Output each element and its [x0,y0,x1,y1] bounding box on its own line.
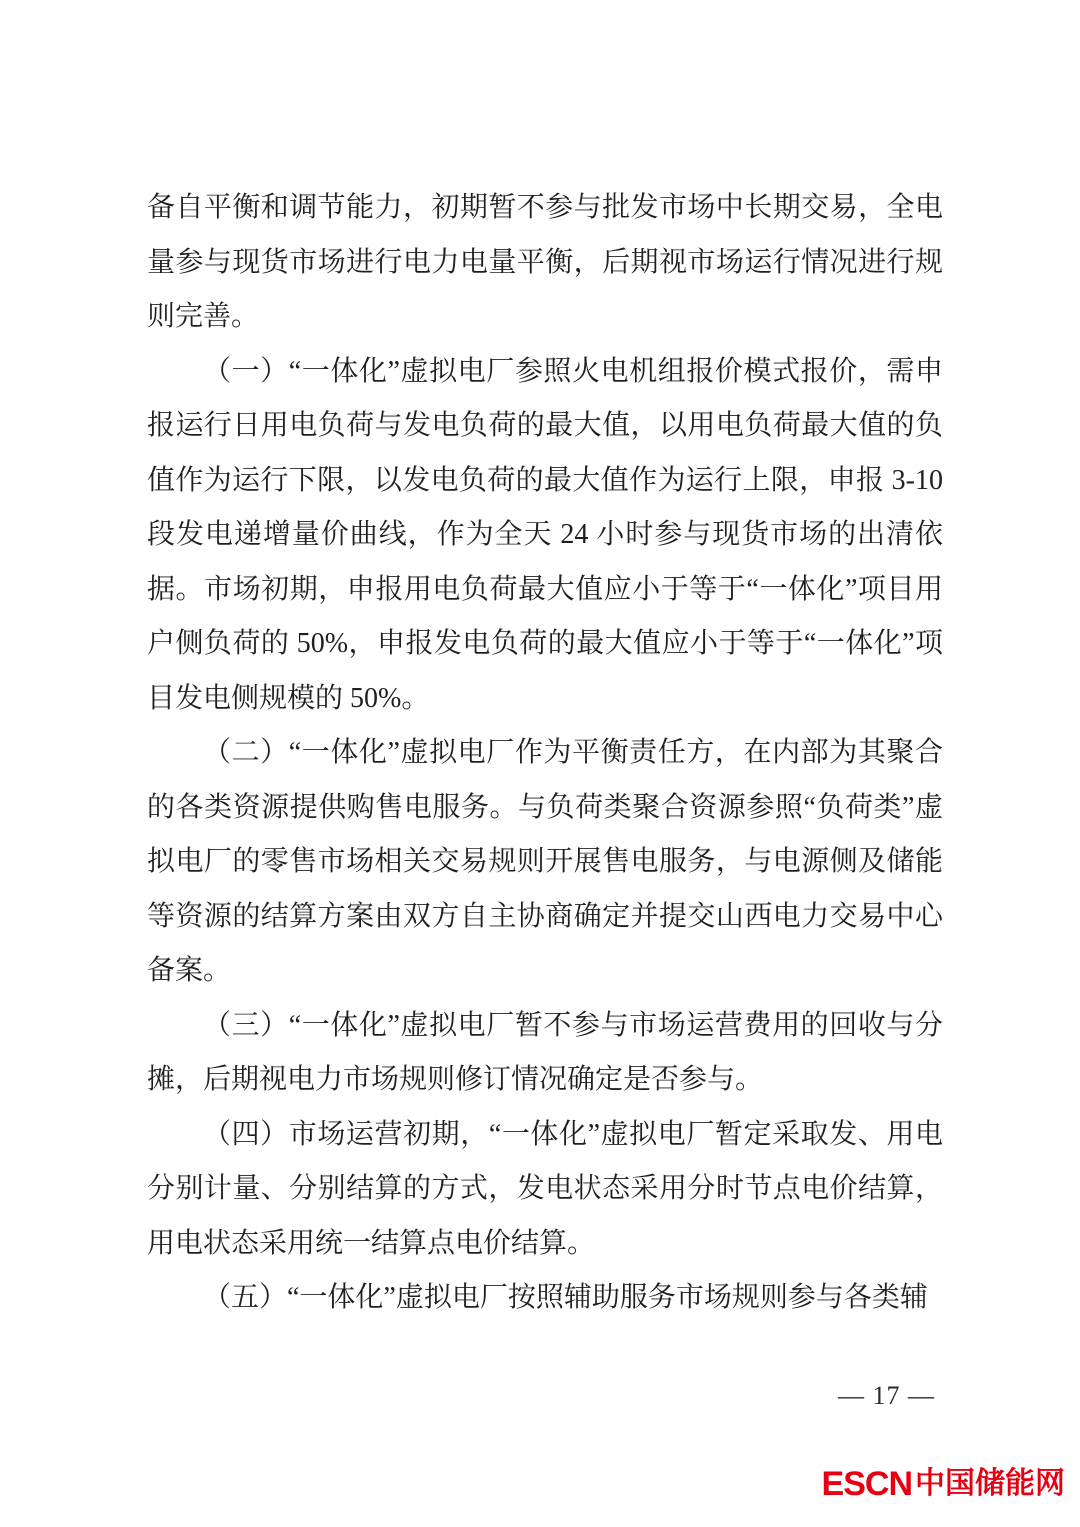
paragraph-item-1: （一）“一体化”虚拟电厂参照火电机组报价模式报价，需申报运行日用电负荷与发电负荷的最大值，以用电负荷最大值的负值作为运行下限，以发电负荷的最大值作为运行上限，申报 3-10 段发电递增量价曲线，作为全天 24 小时参与现货市场的出清依据。市场初期，申报用电负荷最大值应小于等于“一体化”项目用户侧负荷的 50%，申报发电负荷的最大值应小于等于“一体化”项目发电侧规模的 50%。 [147,355,943,714]
paragraph-continuation: 备自平衡和调节能力，初期暂不参与批发市场中长期交易，全电量参与现货市场进行电力电量平衡，后期视市场运行情况进行规则完善。 [147,192,943,332]
paragraph-item-2: （二）“一体化”虚拟电厂作为平衡责任方，在内部为其聚合的各类资源提供购售电服务。与负荷类聚合资源参照“负荷类”虚拟电厂的零售市场相关交易规则开展售电服务，与电源侧及储能等资源的结算方案由双方自主协商确定并提交山西电力交易中心备案。 [147,737,943,986]
page-number: — 17 — [838,1381,935,1410]
document-body [147,181,943,1326]
paragraph-item-3: （三）“一体化”虚拟电厂暂不参与市场运营费用的回收与分摊，后期视电力市场规则修订情况确定是否参与。 [147,1009,943,1095]
escn-logo-cjk-text: 中国储能网 [915,1467,1065,1500]
escn-logo-latin-text: ESCN [821,1465,912,1503]
escn-watermark-logo [822,1464,1065,1504]
paragraph-item-5: （五）“一体化”虚拟电厂按照辅助服务市场规则参与各类辅 [203,1282,928,1313]
paragraph-item-4: （四）市场运营初期，“一体化”虚拟电厂暂定采取发、用电分别计量、分别结算的方式，发电状态采用分时节点电价结算，用电状态采用统一结算点电价结算。 [147,1118,943,1259]
